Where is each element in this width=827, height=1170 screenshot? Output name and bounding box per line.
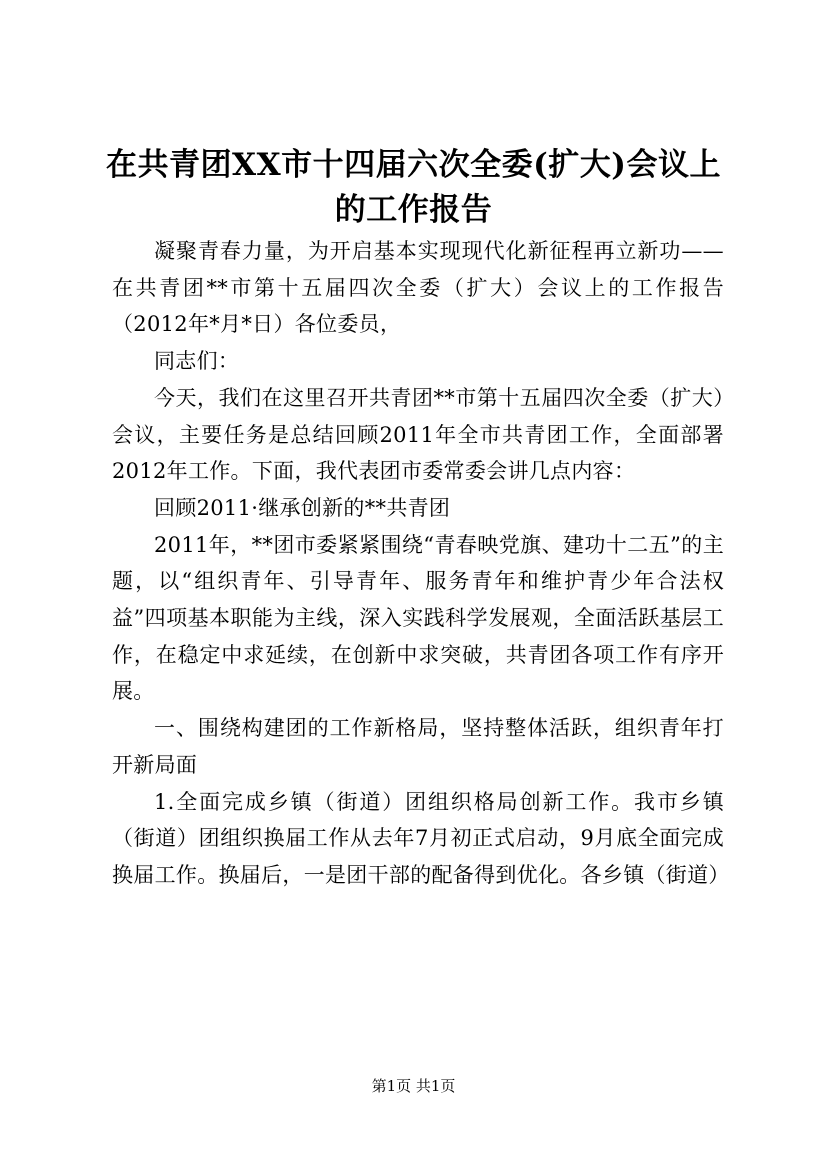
document-body xyxy=(112,233,730,894)
paragraph-opening: 今天，我们在这里召开共青团**市第十五届四次全委（扩大）会议，主要任务是总结回顾2011年全市共青团工作，全面部署2012年工作。下面，我代表团市委常委会讲几点内容： xyxy=(112,385,724,484)
paragraph-item-1: 1.全面完成乡镇（街道）团组织格局创新工作。我市乡镇（街道）团组织换届工作从去年7月初正式启动，9月底全面完成换届工作。换届后，一是团干部的配备得到优化。各乡镇（街道） xyxy=(112,789,730,887)
document-title: 在共青团XX市十四届六次全委(扩大)会议上的工作报告 xyxy=(106,147,721,228)
paragraph-intro: 凝聚青春力量，为开启基本实现现代化新征程再立新功——在共青团**市第十五届四次全委（扩大）会议上的工作报告（2012年*月*日）各位委员， xyxy=(112,239,724,337)
paragraph-greeting: 同志们： xyxy=(154,349,240,374)
page-footer: 第1页 共1页 xyxy=(371,1077,456,1095)
section-heading-review: 回顾2011·继承创新的**共青团 xyxy=(154,495,451,520)
section-heading-one: 一、围绕构建团的工作新格局，坚持整体活跃，组织青年打开新局面 xyxy=(112,716,724,777)
paragraph-summary-2011: 2011年，**团市委紧紧围绕“青春映党旗、建功十二五”的主题，以“组织青年、引导青年、服务青年和维护青少年合法权益”四项基本职能为主线，深入实践科学发展观，全面活跃基层工作，在稳定中求延续，在创新中求突破，共青团各项工作有序开展。 xyxy=(112,532,724,704)
